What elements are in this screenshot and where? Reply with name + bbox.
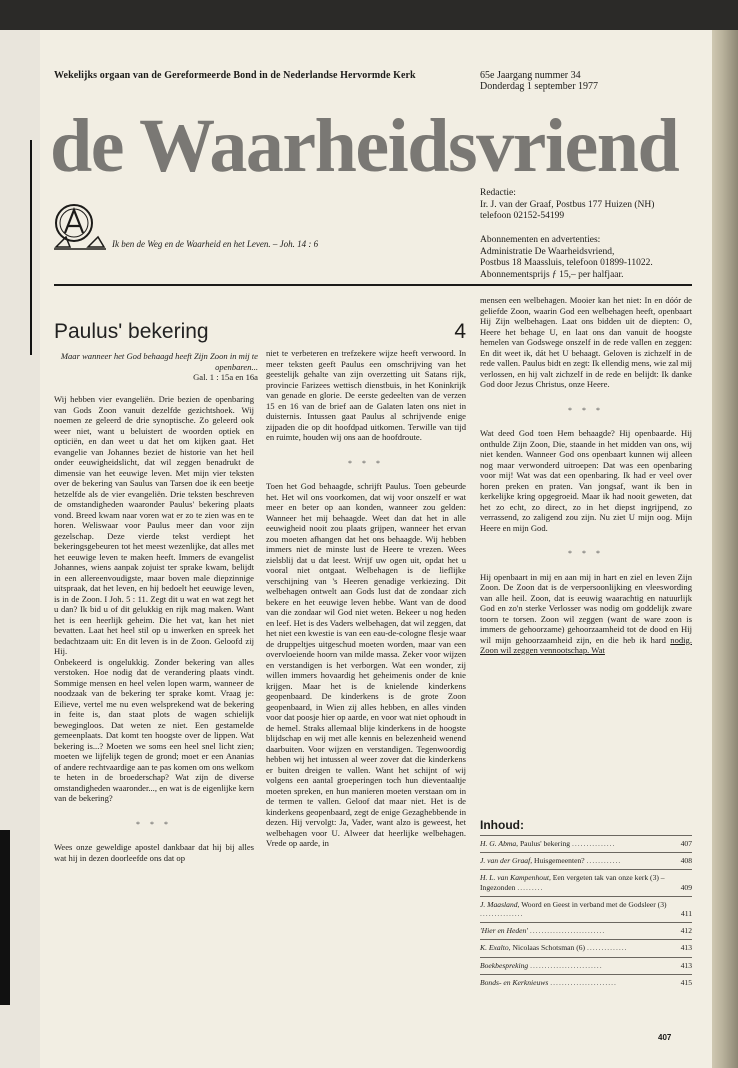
toc-page: 408: [680, 856, 692, 866]
previous-page-edge: [0, 30, 40, 1068]
toc-row[interactable]: [480, 957, 692, 974]
subscription-info: [480, 235, 653, 281]
previous-page-rule: [24, 140, 32, 355]
section-separator: * * *: [348, 458, 384, 468]
epigraph: [60, 351, 258, 383]
toc-row[interactable]: [480, 852, 692, 869]
toc-author: J. van der Graaf,: [480, 856, 533, 866]
paragraph: Wij hebben vier evangeliën. Drie bezien de openbaring van Gods Zoon vanuit dezelfde gezichtshoek. Wij noemen ze geleerd de drie synoptische. Zo geleerd ook weer niet, want u beluistert de woorden optiek en opticiën, en dan weet u dat het om kijken gaat. Het evangelie van Johannes beziet de historie van het heil onder eeuwigheidslicht, dat wil zeggen benadrukt de dimensie van het eeuwige leven. Met mijn vier teksten over de bekering van Saulus van Tarsen doe ik een beetje hetzelfde als de vier evangeliën. Drie teksten beschreven de omstandigheden waaronder Paulus' bekering plaats vond. Breed kwam naar voren wat er zo te zien was en te horen. Weliswaar voor Paulus meer dan voor zijn gezelschap. Deze vierde tekst verdiept het bekeringsgebeuren tot het meest wezenlijke, dat alles met het eeuwige leven te maken heeft. Immers de evangelist Johannes, wiens aanpak zojuist ter sprake kwam, belijdt in een allereenvoudigste, maar boven male diepzinnige uitspraak, dat het leven, en hij bedoelt het eeuwige leven, is in de Zoon. I Joh. 5 : 11. Zegt dit u wat en wat zegt het u dan? Ik bid u of dit gelukkig en rijk mag maken. Want het is een heerlijk geheim. Die het vat, kan het niet bevatten. Laat het heel stil op u inwerken en spreek het bedachtzaam uit: En dit leven is in de Zoon. Geloofd zij Hij.: [54, 394, 254, 656]
epigraph-reference: Gal. 1 : 15a en 16a: [193, 372, 258, 382]
toc-article: Huisgemeenten?: [534, 856, 585, 866]
table-of-contents: [480, 818, 692, 991]
toc-entry: [480, 943, 674, 952]
toc-row[interactable]: [480, 869, 692, 895]
paragraph: [480, 572, 692, 656]
section-separator: * * *: [568, 549, 604, 558]
toc-author: J. Maasland,: [480, 899, 520, 909]
redactie-phone: telefoon 02152-54199: [480, 211, 565, 221]
toc-entry: [480, 856, 674, 865]
toc-leader: .........................: [530, 960, 603, 970]
epigraph-text: Maar wanneer het God behaagd heeft Zijn Zoon in mij te openbaren...: [60, 351, 258, 372]
publication-subtitle: Wekelijks orgaan van de Gereformeerde Bond in de Nederlandse Hervormde Kerk: [54, 70, 416, 81]
abonnementen-address: Postbus 18 Maassluis, telefoon 01899-11022.: [480, 258, 653, 268]
toc-row[interactable]: [480, 939, 692, 956]
toc-article: Een vergeten tak van onze kerk (3) – Ingezonden: [480, 873, 665, 892]
article-part-number: 4: [454, 320, 466, 343]
issue-date: Donderdag 1 september 1977: [480, 81, 599, 92]
toc-row[interactable]: [480, 896, 692, 922]
toc-page: 409: [680, 882, 692, 892]
toc-row[interactable]: [480, 922, 692, 939]
previous-page-black-block: [0, 830, 10, 1005]
editorial-info: [480, 188, 654, 223]
issue-volume: 65e Jaargang nummer 34: [480, 70, 581, 81]
toc-article: Nicolaas Schotsman (6): [512, 943, 586, 953]
redactie-address: Ir. J. van der Graaf, Postbus 177 Huizen (NH): [480, 199, 655, 210]
abonnementen-price: Abonnementsprijs ƒ 15,– per halfjaar.: [480, 269, 624, 280]
toc-entry: [480, 873, 674, 891]
redactie-label: Redactie:: [480, 188, 516, 198]
article-column-2: [266, 348, 466, 1046]
toc-entry: [480, 926, 674, 935]
masthead-title: de Waarheidsvriend: [50, 104, 679, 188]
toc-entry: [480, 900, 674, 918]
issue-info: [480, 70, 598, 92]
article-column-1: [54, 394, 254, 1046]
paragraph: Wees onze geweldige apostel dankbaar dat hij bij alles wat hij in dezen doorleefde ons dat op: [54, 842, 254, 863]
toc-page: 407: [680, 839, 692, 848]
newspaper-page: [40, 30, 712, 1068]
toc-page: 415: [680, 977, 692, 987]
toc-entry: [480, 978, 674, 987]
section-separator: * * *: [568, 405, 604, 415]
toc-author: 'Hier en Heden': [480, 926, 528, 936]
toc-author: Boekbespreking: [480, 960, 529, 970]
header-divider: [54, 284, 692, 286]
toc-title: Inhoud:: [480, 818, 524, 832]
toc-leader: ..............: [586, 943, 628, 953]
article-column-3: [480, 295, 692, 763]
book-spine-edge: [712, 30, 738, 1068]
toc-entry: [480, 839, 674, 848]
toc-row[interactable]: [480, 974, 692, 991]
paragraph-continuation: nodig. Zoon wil zeggen vennootschap. Wat: [480, 634, 692, 655]
article-title: Paulus' bekering: [54, 320, 209, 343]
emblem-logo-icon: [52, 201, 108, 253]
toc-article: Woord en Geest in verband met de Godsleer (3): [521, 899, 667, 909]
paragraph-text: Hij openbaart in mij en aan mij in hart en ziel en leven Zijn Zoon. De Zoon dat is de verpersoonlijking en vleeswording van alle heil. Zoon, dat is eeuwig waarachtig en natuurlijk God en zo'n sterke Verlosser was nodig om goddelijk zware toorn te torsen. Zoon wil zeggen (want de ware zoon is immers de gehoorzame) gehoorzaamheid tot de dood en Hij wil mijn gehoorzaamheid zijn, en die heb ik hard: [480, 571, 692, 645]
toc-page: 413: [680, 960, 692, 970]
abonnementen-label: Abonnementen en advertenties:: [480, 235, 601, 245]
toc-leader: .........: [517, 882, 544, 892]
paragraph: niet te verbeteren en trefzekere wijze heeft verwoord. In meer teksten geeft Paulus een omschrijving van het geestelijk gehalte van zijn overzetting uit Satans rijk, provincie Farizees wettisch dienstbuis, in het Koninkrijk van genade en glorie. De eerste gedeelten van de verzen 15 en 16 van de brief aan de Galaten laten ons niet in duisternis. Intussen gaat Paulus al schrijvende enige zijpaden die op dit hoofdpad uitkomen. Terwille van tijd en ruimte, houden wij ons aan de hoofdroute.: [266, 348, 466, 442]
paragraph: mensen een welbehagen. Mooier kan het niet: In en dóór de geliefde Zoon, waarin God een welbehagen heeft, openbaart Hij Zijn welbehagen. Laat ons bidden uit de diepten: O, Heere het behage U, en laat ons dan vanuit de hoogste hemelen van Godswege onszelf in de rede vallen en zeggen: En dit weet ik, dát het U behaagt. Geloven is zichzelf in de rede vallen. Paulus bidt en zegt: Ik ellendig mens, wie zal mij verlossen, en hij valt zichzelf in de rede en belijdt: Ik danke God door Jezus Christus, onze Heere.: [480, 295, 692, 389]
toc-page: 413: [680, 943, 692, 953]
motto: Ik ben de Weg en de Waarheid en het Leven. – Joh. 14 : 6: [112, 239, 319, 249]
section-separator: * * *: [136, 819, 172, 829]
article-header: [54, 320, 466, 348]
toc-author: H. G. Abma,: [480, 839, 519, 848]
paragraph: Toen het God behaagde, schrijft Paulus. Toen gebeurde het. Het wil ons voorkomen, dat wij voor onszelf er wat meer en beter op aan konden, wanneer zou gelden: Wanneer het mij behaagde. Weet dan dat het in alle eeuwigheid nooit zou plaats grijpen, wanneer het ervan zou moeten afhangen dat het ons behaagde. Wij hebben immers niet de minste lust de Heere te vrezen. Wees zielsblij dat u dat leest. Wrijf uw ogen uit, opdat het u vooral niet ontgaat. Welbehagen is de lieflijke verschijning van 's Heeren genadige verkiezing. Dit welbehagen ontwelt aan Gods lust dat de zondaar zich bekere en het eeuwige leven hebbe. Want van de dood van die zondaar wil God niet weten. Bekeer u nog heden en leef. Het is des Vaders welbehagen, dat wil zeggen, dat het niet een kwestie is van een eau-de-cologne flesje waar de druppeltjes uitgeschud moeten worden, maar van een overvloeiende hoorn van milde massa. Zeker voor wijzen en verstandigen is het verborgen. Wat een wonder, zij willen immers hovaardig het geheimenis onder de knie krijgen. Maar het is de knielende kinderkens geopenbaard. De kinderkens is de grote Zoon geopenbaard, in Wien zij alles hebben, en alles vinden voor dat poosje hier op aarde, en voor wat niet ophoudt in de hemel. Straks allemaal blije kinderkens in de hoogste blijdschap en wij met alle kennis en belezenheid wenend daarbuiten. Voor wijzen en verstandigen. Tegenwoordig hebben wij het intussen al weer zover dat die kinderkens er buiten dreigen te vallen. Want het schijnt of wij volgens een aantal groeperingen toch hun dieventaaltje moeten spreken, en hun manieren moeten verstaan om in de termen te vallen. Geloof dat maar niet. Het is de kinderkens geopenbaard, zegt de enige Gezaghebbende in dezen. Hij vervolgt: Ja, Vader, want alzo is geweest, het welbehagen voor U. Alweer dat heerlijke welbehagen. Vrede op aarde, in: [266, 481, 466, 848]
toc-entry: [480, 961, 674, 970]
paragraph: Onbekeerd is ongelukkig. Zonder bekering van alles verstoken. Hoe nodig dat de verandering plaats vindt. Sommige mensen en heel velen lopen warm, wanneer de noodzaak van de bekering ter sprake komt. Vraag je: Eilieve, vertel me nu even welsprekend wat de bekering in feite is, dan staat plots de wagen schielijk bewegingloos. Dat weten ze niet. Een gestamelde gemeenplaats. Dat komt ten hoogste over de lippen. Wat bekering is...? Moeten we soms een heel snel licht zien; moeten we lijfelijk tegen de grond; moet er een Ananias of andere rechtvaardige aan te pas komen om ons welkom te heten in de broederschap? Wat zijn de diverse omstandigheden waaronder..., en wat is de eigenlijke kern van de bekering?: [54, 656, 254, 803]
toc-page: 412: [680, 926, 692, 936]
toc-leader: ............: [586, 856, 622, 866]
abonnementen-admin: Administratie De Waarheidsvriend,: [480, 246, 615, 257]
toc-leader: ...............: [571, 839, 616, 848]
paragraph: Wat deed God toen Hem behaagde? Hij openbaarde. Hij onthulde Zijn Zoon, Die, staande in het midden van ons, wij niet kenden. Wanneer God ons openbaart kunnen wij alleen nog maar verwonderd uitroepen: Dat was een openbaring voor mij! Wat was dat een openbaring. Ik had er veel over horen preken en praten. Van jongsaf, want ik ben in kerkelijke kring opgegroeid. Maar ik had nooit geweten, dat het zo echt, zo direct, zo in het diepst ingrijpend, zo verrassend, zo zaligend zou zijn. Nu ziet U mijn oog. Mijn Heere en mijn God.: [480, 428, 692, 533]
toc-author: K. Exalto,: [480, 943, 511, 953]
toc-page: 411: [680, 909, 692, 919]
toc-author: H. L. van Kampenhout,: [480, 873, 551, 883]
toc-leader: ...............: [480, 909, 524, 919]
toc-row[interactable]: [480, 835, 692, 852]
toc-leader: .......................: [550, 977, 617, 987]
toc-article: Paulus' bekering: [519, 839, 571, 848]
toc-leader: ..........................: [529, 926, 606, 936]
page-number: 407: [658, 1033, 672, 1042]
toc-author: Bonds- en Kerknieuws: [480, 977, 549, 987]
